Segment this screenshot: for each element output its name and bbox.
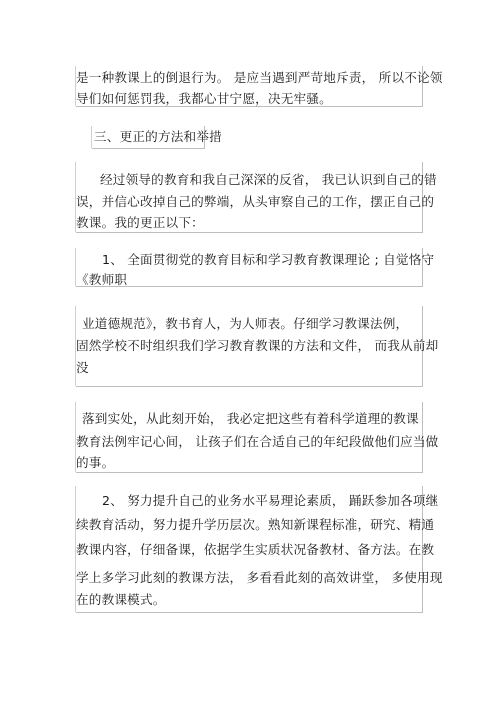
paragraph-line: 在的教课模式。 — [76, 592, 166, 607]
list-item-1: 1、 全面贯彻党的教育目标和学习教育教课理论 ; 自觉恪守 — [102, 252, 435, 267]
paragraph-line: 没 — [76, 360, 89, 375]
paragraph-line: 固然学校不时组织我们学习教育教课的方法和文件， 而我从前却 — [76, 338, 439, 353]
paragraph-line: 导们如何惩罚我，我都心甘宁愿，决无牢骚。 — [76, 91, 332, 106]
section-heading: 三、更正的方法和举措 — [94, 129, 222, 144]
paragraph-line: 教课。我的更正以下： — [76, 215, 204, 230]
paragraph-line: 落到实处，从此刻开始， 我必定把这些有着科学道理的教课 — [82, 411, 419, 426]
list-item-2: 2、 努力提升自己的业务水平易理论素质， 踊跃参加各项继 — [102, 493, 439, 508]
paragraph-line: 《教师职 — [76, 272, 128, 287]
paragraph-line: 的事。 — [76, 455, 115, 470]
paragraph-line: 经过领导的教育和我自己深深的反省， 我已认识到自己的错 — [100, 172, 437, 187]
paragraph-line: 教育法例牢记心间， 让孩子们在合适自己的年纪段做他们应当做 — [76, 434, 439, 449]
paragraph-line: 续教育活动，努力提升学历层次。熟知新课程标准，研究、精通 — [76, 517, 435, 532]
paragraph-line: 业道德规范》，教书育人，为人师表。仔细学习教课法例， — [82, 316, 409, 331]
paragraph-line: 是一种教课上的倒退行为。 是应当遇到严苛地斥责， 所以不论领 — [76, 70, 443, 85]
paragraph-line: 学上多学习此刻的教课方法， 多看看此刻的高效讲堂， 多使用现 — [76, 570, 443, 585]
paragraph-line: 误，并信心改掉自己的弊端，从头审察自己的工作，摆正自己的 — [76, 194, 435, 209]
paragraph-line: 教课内容，仔细备课，依据学生实质状况备教材、备方法。在教 — [76, 542, 435, 557]
